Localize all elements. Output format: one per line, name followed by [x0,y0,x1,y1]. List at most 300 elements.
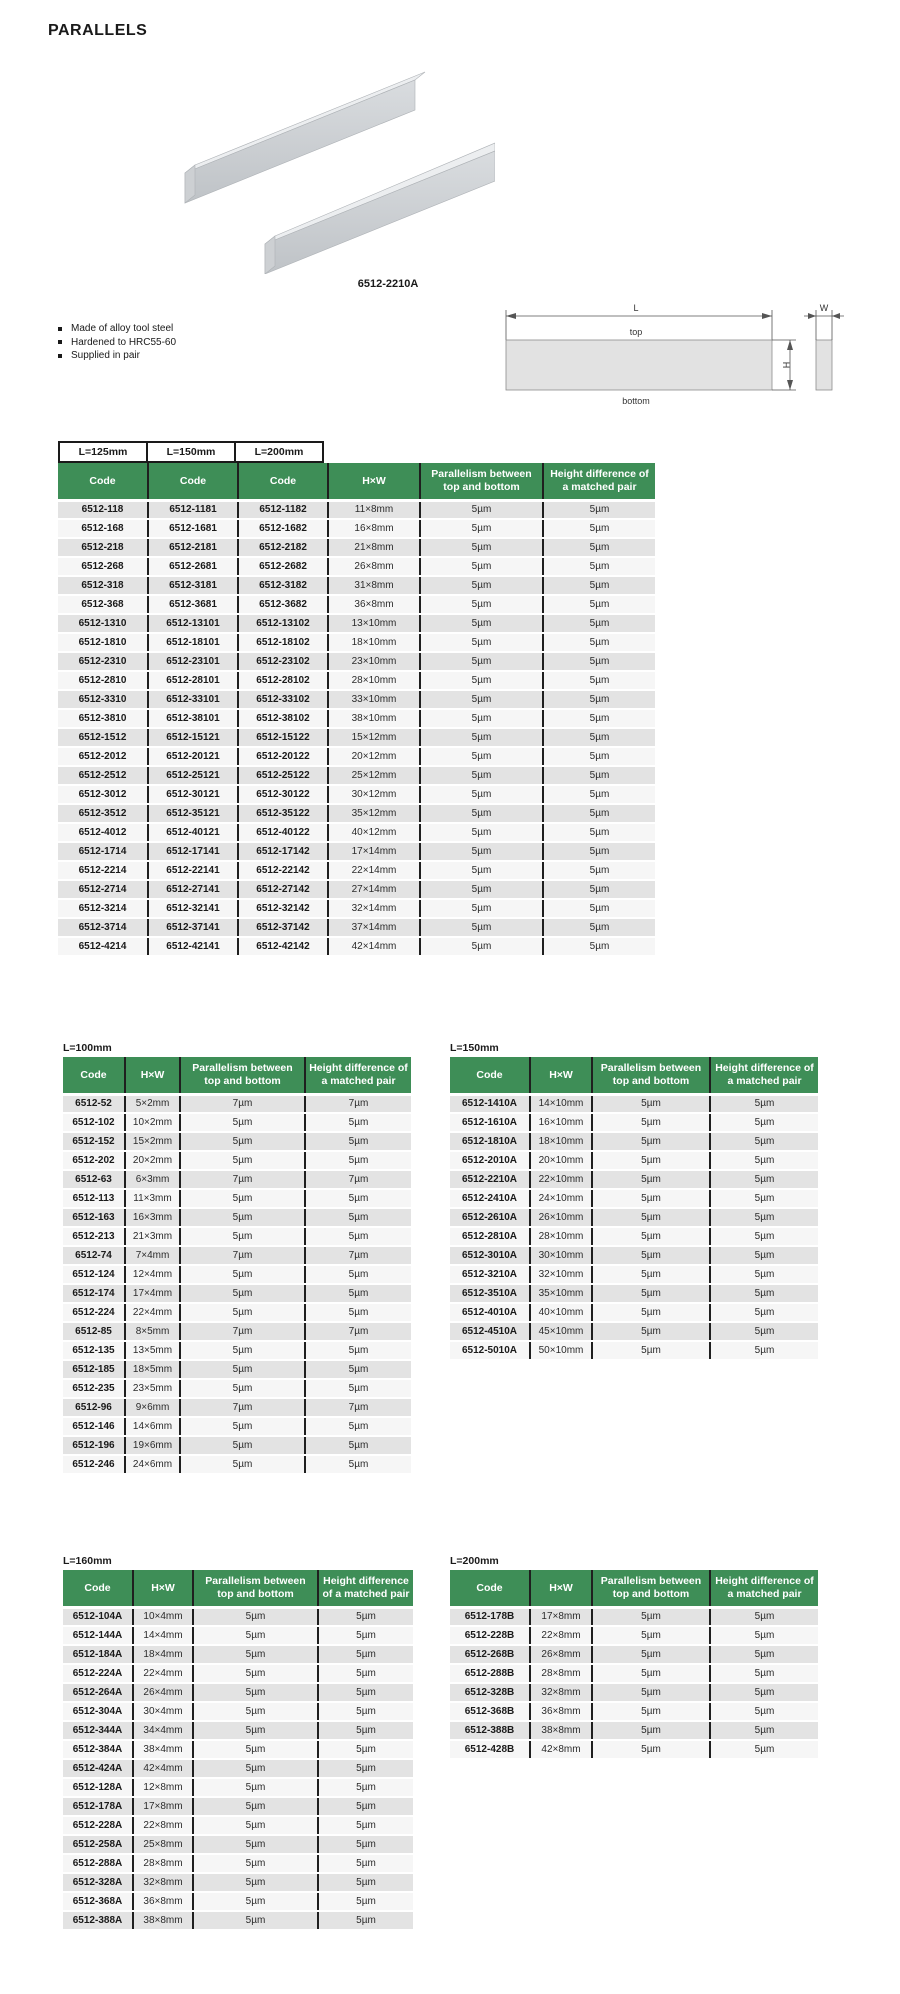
code-cell: 6512-2610A [450,1208,530,1227]
table-cell: 5µm [592,1227,710,1246]
feature-list [58,322,176,363]
column-header: Height difference of a matched pair [710,1057,818,1094]
table-cell: 6512-23101 [148,652,238,671]
table-cell: 5µm [710,1170,818,1189]
table-cell: 7µm [180,1246,305,1265]
table-row [58,652,655,671]
table-cell: 6512-27141 [148,880,238,899]
code-cell: 6512-135 [63,1341,125,1360]
table-cell: 6512-20122 [238,747,328,766]
table-cell: 5µm [543,652,655,671]
table-cell: 38×8mm [530,1721,592,1740]
column-header: Code [450,1570,530,1607]
table-row [450,1246,818,1265]
table-row [58,937,655,956]
code-cell: 6512-258A [63,1835,133,1854]
table-cell: 30×4mm [133,1702,193,1721]
table-cell: 5µm [420,766,543,785]
code-cell: 6512-196 [63,1436,125,1455]
table-cell: 11×3mm [125,1189,180,1208]
dim-label-top: top [629,327,643,337]
table-cell: 5µm [420,519,543,538]
table-cell: 5µm [543,918,655,937]
table-cell: 5µm [592,1151,710,1170]
table-cell: 5µm [318,1892,413,1911]
table-cell: 5µm [318,1835,413,1854]
dim-label-width: W [819,303,829,313]
table-row [63,1835,413,1854]
table-row [58,918,655,937]
table-cell: 5µm [543,576,655,595]
table-cell: 5µm [592,1721,710,1740]
code-cell: 6512-3210A [450,1265,530,1284]
code-cell: 6512-146 [63,1417,125,1436]
table-cell: 5µm [710,1189,818,1208]
table-cell: 5µm [305,1208,411,1227]
table-cell: 38×8mm [133,1911,193,1930]
table-cell: 18×10mm [328,633,420,652]
table-cell: 14×6mm [125,1417,180,1436]
table-cell: 5µm [592,1645,710,1664]
table-cell: 16×10mm [530,1113,592,1132]
table-cell: 5µm [318,1797,413,1816]
table-cell: 5µm [305,1265,411,1284]
code-cell: 6512-52 [63,1094,125,1113]
table-cell: 5µm [318,1854,413,1873]
table-row [63,1854,413,1873]
table-cell: 5µm [543,633,655,652]
table-row [63,1759,413,1778]
code-cell: 6512-1512 [58,728,148,747]
table-cell: 5µm [193,1626,318,1645]
tab-l150: L=150mm [146,441,236,463]
table-cell: 38×10mm [328,709,420,728]
table-row [58,842,655,861]
table-cell: 5µm [543,519,655,538]
code-cell: 6512-1610A [450,1113,530,1132]
code-cell: 6512-3310 [58,690,148,709]
table-cell: 35×10mm [530,1284,592,1303]
table-row [63,1873,413,1892]
code-cell: 6512-1810A [450,1132,530,1151]
table-cell: 5µm [543,728,655,747]
table-row [450,1151,818,1170]
table-cell: 5µm [193,1664,318,1683]
table-cell: 6512-13101 [148,614,238,633]
table-cell: 5µm [592,1607,710,1626]
table-row [58,595,655,614]
table-cell: 13×5mm [125,1341,180,1360]
table-cell: 6512-42141 [148,937,238,956]
table-cell: 5µm [420,823,543,842]
table-cell: 6512-13102 [238,614,328,633]
table-cell: 5µm [420,557,543,576]
table-row [450,1113,818,1132]
table-cell: 5µm [305,1189,411,1208]
code-cell: 6512-85 [63,1322,125,1341]
table-cell: 6512-1182 [238,500,328,519]
table-cell: 5µm [420,728,543,747]
table-cell: 5µm [318,1873,413,1892]
column-header: Code [63,1570,133,1607]
code-cell: 6512-2210A [450,1170,530,1189]
table-cell: 5µm [193,1683,318,1702]
table-cell: 5µm [592,1189,710,1208]
table-cell: 6512-28101 [148,671,238,690]
table-cell: 5µm [193,1873,318,1892]
code-cell: 6512-178A [63,1797,133,1816]
code-cell: 6512-235 [63,1379,125,1398]
code-cell: 6512-2410A [450,1189,530,1208]
code-cell: 6512-3510A [450,1284,530,1303]
table-cell: 5µm [592,1246,710,1265]
table-cell: 26×4mm [133,1683,193,1702]
table-cell: 6512-42142 [238,937,328,956]
table-row [58,823,655,842]
table-cell: 5µm [710,1113,818,1132]
table-cell: 5µm [193,1854,318,1873]
table-cell: 37×14mm [328,918,420,937]
table-row [63,1778,413,1797]
table-cell: 5µm [420,614,543,633]
table-cell: 5µm [710,1702,818,1721]
table-cell: 6512-38101 [148,709,238,728]
table-row [63,1227,411,1246]
table-cell: 30×12mm [328,785,420,804]
table-cell: 6512-18101 [148,633,238,652]
code-cell: 6512-63 [63,1170,125,1189]
dim-label-length: L [633,303,639,313]
column-header: H×W [133,1570,193,1607]
table-row [63,1683,413,1702]
table-cell: 5µm [710,1246,818,1265]
code-cell: 6512-268B [450,1645,530,1664]
code-cell: 6512-2012 [58,747,148,766]
table-cell: 5µm [543,747,655,766]
code-cell: 6512-318 [58,576,148,595]
table-row [58,614,655,633]
table-row [58,671,655,690]
table-cell: 6512-15122 [238,728,328,747]
table-cell: 12×4mm [125,1265,180,1284]
parallel-side-view [506,340,772,390]
table-cell: 5µm [180,1436,305,1455]
table-cell: 5µm [710,1626,818,1645]
table-cell: 6512-33102 [238,690,328,709]
table-cell: 6512-32142 [238,899,328,918]
table-cell: 7µm [180,1094,305,1113]
tab-l125: L=125mm [58,441,148,463]
table-cell: 6512-20121 [148,747,238,766]
table-cell: 5µm [193,1892,318,1911]
table-cell: 5µm [305,1227,411,1246]
table-cell: 5µm [543,671,655,690]
column-header: H×W [328,463,420,500]
table-cell: 31×8mm [328,576,420,595]
table-row [450,1189,818,1208]
table-row [58,766,655,785]
code-cell: 6512-4510A [450,1322,530,1341]
table-row [58,709,655,728]
table-cell: 5µm [420,576,543,595]
table-cell: 5µm [305,1436,411,1455]
table-cell: 18×4mm [133,1645,193,1664]
table-cell: 5µm [193,1607,318,1626]
table-cell: 28×10mm [530,1227,592,1246]
code-cell: 6512-3810 [58,709,148,728]
table-row [450,1208,818,1227]
table-cell: 5µm [543,500,655,519]
table-cell: 7µm [180,1398,305,1417]
table-row [450,1721,818,1740]
table-cell: 6512-30121 [148,785,238,804]
table-cell: 32×10mm [530,1265,592,1284]
table-cell: 5µm [305,1379,411,1398]
table-cell: 23×5mm [125,1379,180,1398]
table-row [450,1132,818,1151]
table-cell: 5µm [180,1113,305,1132]
table-row [63,1398,411,1417]
column-header: Code [63,1057,125,1094]
spec-table-l150 [450,1057,818,1361]
code-cell: 6512-224 [63,1303,125,1322]
table-cell: 5µm [420,785,543,804]
spec-table-l200 [450,1570,818,1760]
code-cell: 6512-128A [63,1778,133,1797]
table-cell: 5µm [710,1664,818,1683]
table-cell: 5µm [543,709,655,728]
table-cell: 5µm [710,1303,818,1322]
column-header: Height difference of a matched pair [305,1057,411,1094]
table-cell: 5µm [305,1417,411,1436]
table-cell: 22×4mm [125,1303,180,1322]
table-cell: 5µm [420,633,543,652]
table-row [58,785,655,804]
table-row [63,1816,413,1835]
table-row [63,1379,411,1398]
column-header: Parallelism between top and bottom [420,463,543,500]
table-row [450,1341,818,1360]
code-cell: 6512-104A [63,1607,133,1626]
table-cell: 5µm [180,1151,305,1170]
table-cell: 6512-3681 [148,595,238,614]
code-cell: 6512-368B [450,1702,530,1721]
column-header: Parallelism between top and bottom [592,1570,710,1607]
code-cell: 6512-4012 [58,823,148,842]
code-cell: 6512-74 [63,1246,125,1265]
table-cell: 36×8mm [328,595,420,614]
column-header: Parallelism between top and bottom [193,1570,318,1607]
table-cell: 6512-1181 [148,500,238,519]
table-cell: 6512-2681 [148,557,238,576]
code-cell: 6512-144A [63,1626,133,1645]
table-cell: 5µm [710,1094,818,1113]
table-cell: 14×10mm [530,1094,592,1113]
table-cell: 22×4mm [133,1664,193,1683]
column-header: Code [148,463,238,500]
table-cell: 5µm [318,1759,413,1778]
code-cell: 6512-1714 [58,842,148,861]
dim-label-height: H [781,361,791,369]
code-cell: 6512-288B [450,1664,530,1683]
code-cell: 6512-96 [63,1398,125,1417]
code-cell: 6512-2512 [58,766,148,785]
main-spec-table [58,463,655,957]
table-title-l100: L=100mm [63,1042,112,1054]
table-cell: 5µm [543,785,655,804]
table-cell: 5µm [180,1341,305,1360]
table-cell: 9×6mm [125,1398,180,1417]
table-cell: 6512-25122 [238,766,328,785]
table-cell: 5µm [592,1664,710,1683]
table-row [58,500,655,519]
table-row [58,747,655,766]
table-row [63,1892,413,1911]
table-cell: 5µm [592,1113,710,1132]
code-cell: 6512-228A [63,1816,133,1835]
code-cell: 6512-113 [63,1189,125,1208]
table-title-l200: L=200mm [450,1555,499,1567]
code-cell: 6512-384A [63,1740,133,1759]
table-cell: 5µm [193,1645,318,1664]
table-cell: 5µm [180,1455,305,1474]
table-row [450,1227,818,1246]
table-row [63,1417,411,1436]
table-cell: 36×8mm [133,1892,193,1911]
table-cell: 5µm [420,709,543,728]
table-cell: 5µm [318,1645,413,1664]
code-cell: 6512-224A [63,1664,133,1683]
table-row [63,1721,413,1740]
parallel-bar [265,143,495,274]
table-cell: 18×5mm [125,1360,180,1379]
table-cell: 32×8mm [530,1683,592,1702]
column-header: Parallelism between top and bottom [180,1057,305,1094]
table-cell: 42×4mm [133,1759,193,1778]
code-cell: 6512-5010A [450,1341,530,1360]
code-cell: 6512-3012 [58,785,148,804]
table-cell: 22×14mm [328,861,420,880]
table-row [58,519,655,538]
table-cell: 5µm [305,1151,411,1170]
table-row [63,1797,413,1816]
table-cell: 7µm [305,1398,411,1417]
table-cell: 6512-1682 [238,519,328,538]
code-cell: 6512-178B [450,1607,530,1626]
table-cell: 5µm [543,595,655,614]
table-cell: 6512-2682 [238,557,328,576]
table-row [63,1626,413,1645]
table-cell: 5µm [420,652,543,671]
table-cell: 5µm [710,1740,818,1759]
table-cell: 7×4mm [125,1246,180,1265]
table-cell: 5µm [710,1208,818,1227]
table-cell: 5µm [318,1721,413,1740]
table-cell: 5µm [420,500,543,519]
table-cell: 8×5mm [125,1322,180,1341]
table-row [58,861,655,880]
column-header: Code [450,1057,530,1094]
table-cell: 13×10mm [328,614,420,633]
dimension-diagram [498,296,888,410]
code-cell: 6512-184A [63,1645,133,1664]
code-cell: 6512-152 [63,1132,125,1151]
table-cell: 5µm [592,1265,710,1284]
table-cell: 5µm [420,937,543,956]
table-cell: 6512-15121 [148,728,238,747]
code-cell: 6512-118 [58,500,148,519]
table-cell: 6512-30122 [238,785,328,804]
table-cell: 5µm [180,1132,305,1151]
table-cell: 5µm [193,1740,318,1759]
table-cell: 5µm [180,1265,305,1284]
feature-item: Hardened to HRC55-60 [58,336,176,350]
table-cell: 6512-35122 [238,804,328,823]
table-cell: 6×3mm [125,1170,180,1189]
table-cell: 5µm [543,823,655,842]
table-cell: 38×4mm [133,1740,193,1759]
table-cell: 6512-22141 [148,861,238,880]
table-row [58,576,655,595]
column-header: Height difference of a matched pair [318,1570,413,1607]
page-title: PARALLELS [48,22,148,39]
table-cell: 12×8mm [133,1778,193,1797]
table-cell: 6512-1681 [148,519,238,538]
table-cell: 5µm [305,1341,411,1360]
code-cell: 6512-328B [450,1683,530,1702]
dim-label-bottom: bottom [622,396,650,406]
table-row [450,1265,818,1284]
table-cell: 5µm [543,804,655,823]
table-row [63,1645,413,1664]
column-header: H×W [125,1057,180,1094]
table-cell: 34×4mm [133,1721,193,1740]
table-cell: 6512-3181 [148,576,238,595]
table-row [63,1094,411,1113]
table-cell: 6512-18102 [238,633,328,652]
parallel-bar [185,72,425,203]
table-cell: 33×10mm [328,690,420,709]
code-cell: 6512-3512 [58,804,148,823]
code-cell: 6512-4010A [450,1303,530,1322]
table-cell: 5µm [710,1151,818,1170]
table-cell: 5µm [180,1379,305,1398]
table-cell: 5µm [180,1360,305,1379]
table-row [63,1170,411,1189]
table-row [63,1360,411,1379]
table-cell: 5µm [193,1911,318,1930]
table-cell: 28×10mm [328,671,420,690]
table-row [63,1208,411,1227]
code-cell: 6512-344A [63,1721,133,1740]
table-cell: 5µm [592,1303,710,1322]
table-row [58,804,655,823]
code-cell: 6512-246 [63,1455,125,1474]
table-cell: 6512-3182 [238,576,328,595]
table-cell: 24×6mm [125,1455,180,1474]
code-cell: 6512-264A [63,1683,133,1702]
table-cell: 17×8mm [133,1797,193,1816]
table-cell: 30×10mm [530,1246,592,1265]
table-row [63,1911,413,1930]
table-cell: 17×14mm [328,842,420,861]
code-cell: 6512-368 [58,595,148,614]
table-cell: 15×12mm [328,728,420,747]
table-cell: 5µm [710,1265,818,1284]
table-cell: 5µm [420,690,543,709]
table-cell: 7µm [305,1170,411,1189]
code-cell: 6512-268 [58,557,148,576]
